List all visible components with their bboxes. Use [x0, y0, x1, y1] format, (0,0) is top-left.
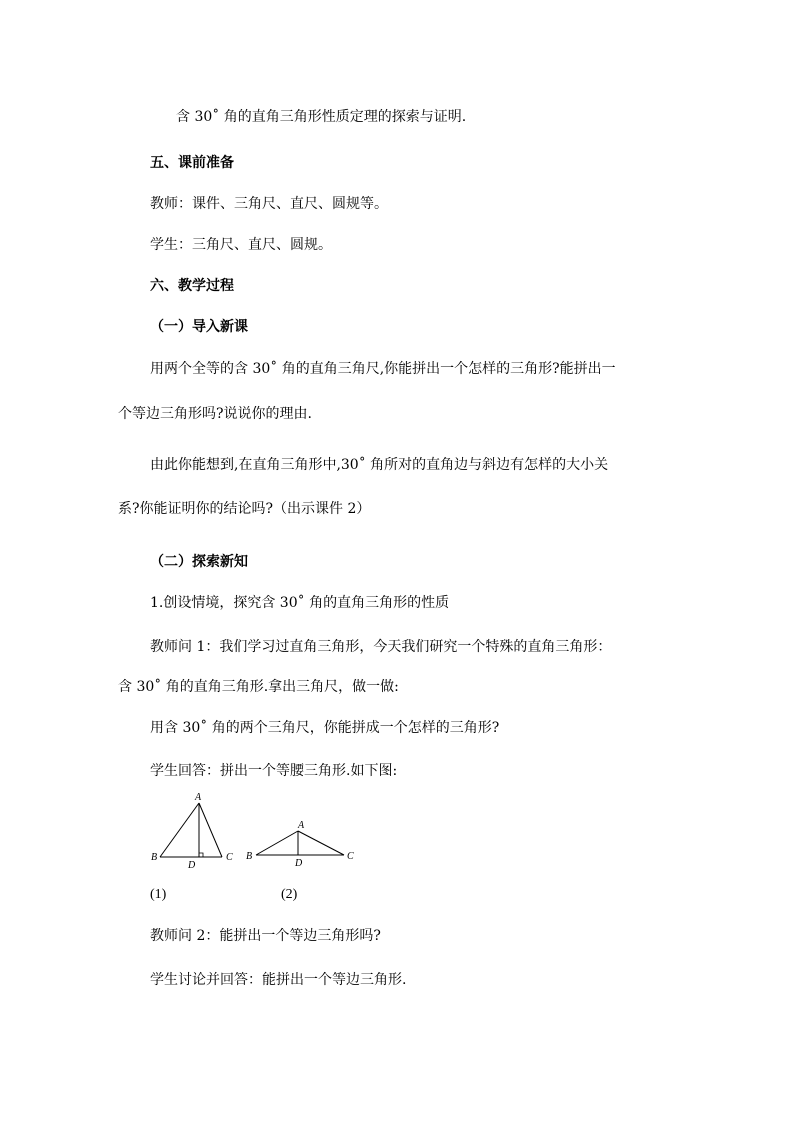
fig1-label-d: D	[188, 860, 196, 870]
section-5-heading: 五、课前准备	[150, 155, 234, 171]
teacher-prep-line: 教师：课件、三角尺、直尺、圆规等。	[150, 196, 388, 212]
fig2-side-ab	[256, 831, 298, 855]
figure-2-triangle	[246, 820, 354, 869]
student-prep-line: 学生：三角尺、直尺、圆规。	[150, 237, 332, 253]
fig2-label-a: A	[298, 820, 305, 831]
figure-2-caption: (2)	[281, 887, 298, 902]
triangle-figures	[148, 788, 360, 870]
fig1-label-c: C	[226, 852, 233, 863]
fig2-label-b: B	[246, 851, 253, 862]
student-answer-2: 学生讨论并回答：能拼出一个等边三角形.	[150, 972, 407, 988]
fig2-side-ac	[298, 831, 344, 855]
teacher-question-2: 教师问 2：能拼出一个等边三角形吗?	[150, 928, 381, 944]
intro-paragraph-line-2: 个等边三角形吗?说说你的理由.	[118, 406, 312, 422]
intro-paragraph-line-1: 用两个全等的含 30˚ 角的直角三角尺,你能拼出一个怎样的三角形?能拼出一	[150, 361, 616, 377]
subsection-2-heading: （二）探索新知	[150, 554, 248, 570]
intro-paragraph-line-3: 由此你能想到,在直角三角形中,30˚ 角所对的直角边与斜边有怎样的大小关	[150, 457, 609, 473]
fig1-right-angle-mark	[199, 853, 203, 857]
fig1-side-ab	[160, 803, 199, 857]
section-6-heading: 六、教学过程	[150, 278, 234, 294]
teacher-question-1-line-1: 教师问 1：我们学习过直角三角形，今天我们研究一个特殊的直角三角形：	[150, 639, 612, 655]
fig1-label-b: B	[151, 852, 158, 863]
fig1-label-a: A	[195, 792, 202, 803]
teacher-question-1-line-2: 含 30˚ 角的直角三角形.拿出三角尺，做一做:	[118, 679, 399, 695]
fig2-label-c: C	[347, 851, 354, 862]
subsection-1-heading: （一）导入新课	[150, 319, 248, 335]
explore-line: 1.创设情境，探究含 30˚ 角的直角三角形的性质	[150, 595, 450, 611]
fig2-label-d: D	[295, 858, 303, 869]
topic-line: 含 30˚ 角的直角三角形性质定理的探索与证明.	[176, 109, 467, 125]
teacher-question-1-line-3: 用含 30˚ 角的两个三角尺，你能拼成一个怎样的三角形?	[150, 720, 500, 736]
intro-paragraph-line-4: 系?你能证明你的结论吗?（出示课件 2）	[118, 501, 371, 517]
student-answer-1: 学生回答：拼出一个等腰三角形.如下图:	[150, 763, 398, 779]
fig1-side-ac	[199, 803, 222, 857]
figure-1-triangle	[151, 792, 233, 870]
figure-1-caption: (1)	[150, 887, 167, 902]
